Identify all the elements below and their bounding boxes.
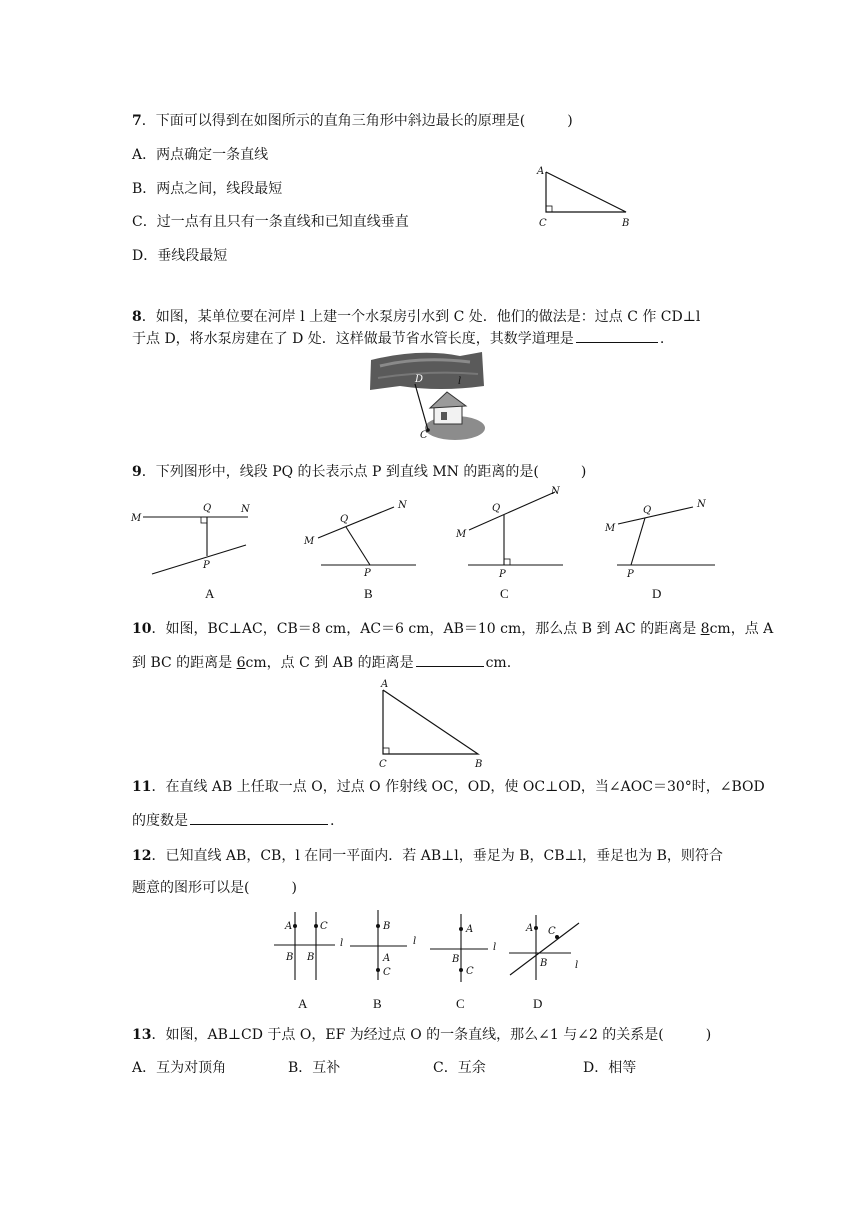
q7-option-a: A．两点确定一条直线 [132,147,269,163]
svg-text:B: B [307,952,315,963]
q8-label-l: l [458,376,462,387]
svg-text:M: M [605,523,616,534]
q7-label-b: B [622,218,630,229]
q13-option-a: A．互为对顶角 [132,1060,227,1076]
svg-text:P: P [499,569,506,580]
q13-option-b: B．互补 [288,1060,341,1076]
q10-answer-1: 8 [700,621,710,637]
q8-number: 8 [132,309,142,325]
svg-text:M: M [304,536,315,547]
q12-caption-c: C [456,996,465,1011]
q11-number: 11 [132,779,152,795]
svg-text:N: N [551,486,560,497]
q8-label-d: D [415,374,424,385]
q13-stem: 13．如图，AB⊥CD 于点 O，EF 为经过点 O 的一条直线，那么∠1 与∠2 的关系是( ) [132,1027,712,1043]
q13-number: 13 [132,1027,152,1043]
q12-caption-d: D [533,996,543,1011]
svg-text:B: B [286,952,294,963]
q7-option-d: D．垂线段最短 [132,248,228,264]
q12-caption-a: A [298,996,308,1011]
svg-text:l: l [493,942,497,953]
q12-figure-c [430,914,496,982]
svg-text:C: C [320,921,328,932]
q10-label-b: B [475,759,483,770]
q12-caption-b: B [373,996,382,1011]
svg-text:A: A [466,924,474,935]
svg-text:B: B [452,954,460,965]
q12-line2: 题意的图形可以是( ) [132,880,297,896]
q9-number: 9 [132,464,142,480]
q8-label-c: C [420,430,428,441]
q9-stem: 9．下列图形中，线段 PQ 的长表示点 P 到直线 MN 的距离的是( ) [132,464,587,480]
q10-line2: 到 BC 的距离是 6cm，点 C 到 AB 的距离是 cm. [132,652,511,673]
svg-text:Q: Q [203,503,212,514]
svg-text:Q: Q [643,505,652,516]
svg-text:l: l [575,960,579,971]
svg-text:P: P [364,568,371,579]
q8-line2: 于点 D，将水泵房建在了 D 处．这样做最节省水管长度，其数学道理是 . [132,328,664,349]
svg-text:N: N [398,500,407,511]
svg-text:l: l [340,938,344,949]
q10-label-a: A [381,679,389,690]
q9-caption-a: A [205,586,215,601]
svg-text:B: B [383,921,391,932]
q12-figure-a [274,912,343,980]
q8-line1: 8．如图，某单位要在河岸 l 上建一个水泵房引水到 C 处．他们的做法是：过点 C 作 CD⊥l [132,309,701,325]
q7-stem: 7．下面可以得到在如图所示的直角三角形中斜边最长的原理是( ) [132,113,573,129]
svg-text:B: B [540,958,548,969]
q13-option-c: C．互余 [433,1060,486,1076]
q12-figure-d [509,915,579,980]
q9-caption-b: B [364,586,373,601]
q9-caption-d: D [652,586,662,601]
svg-text:M: M [131,513,142,524]
q7-label-c: C [539,218,547,229]
q10-label-c: C [379,759,387,770]
svg-text:N: N [241,504,250,515]
svg-text:Q: Q [492,503,501,514]
q11-line1: 11．在直线 AB 上任取一点 O，过点 O 作射线 OC，OD，使 OC⊥OD，当∠AOC＝30°时，∠BOD [132,779,765,795]
svg-text:P: P [627,569,634,580]
q10-number: 10 [132,621,152,637]
svg-text:C: C [466,966,474,977]
svg-text:P: P [203,560,210,571]
q12-figure-b [350,910,416,980]
svg-text:C: C [383,967,391,978]
q12-line1: 12．已知直线 AB，CB，l 在同一平面内．若 AB⊥l，垂足为 B，CB⊥l，垂足也为 B，则符合 [132,848,723,864]
svg-text:C: C [548,926,556,937]
q7-number: 7 [132,113,142,129]
q12-number: 12 [132,848,152,864]
q9-caption-c: C [500,586,509,601]
q7-option-c: C．过一点有且只有一条直线和已知直线垂直 [132,214,409,230]
svg-text:Q: Q [340,514,349,525]
q10-answer-2: 6 [236,655,246,671]
svg-text:M: M [456,529,467,540]
svg-text:N: N [697,499,706,510]
svg-text:A: A [383,953,391,964]
svg-text:A: A [285,921,293,932]
q10-line1: 10．如图，BC⊥AC，CB＝8 cm，AC＝6 cm，AB＝10 cm，那么点 B 到 AC 的距离是 8cm，点 A [132,621,774,637]
svg-text:l: l [413,936,417,947]
q13-option-d: D．相等 [583,1060,637,1076]
q7-option-b: B．两点之间，线段最短 [132,181,283,197]
q7-label-a: A [537,166,545,177]
q11-line2: 的度数是 . [132,810,334,831]
svg-text:A: A [526,923,534,934]
